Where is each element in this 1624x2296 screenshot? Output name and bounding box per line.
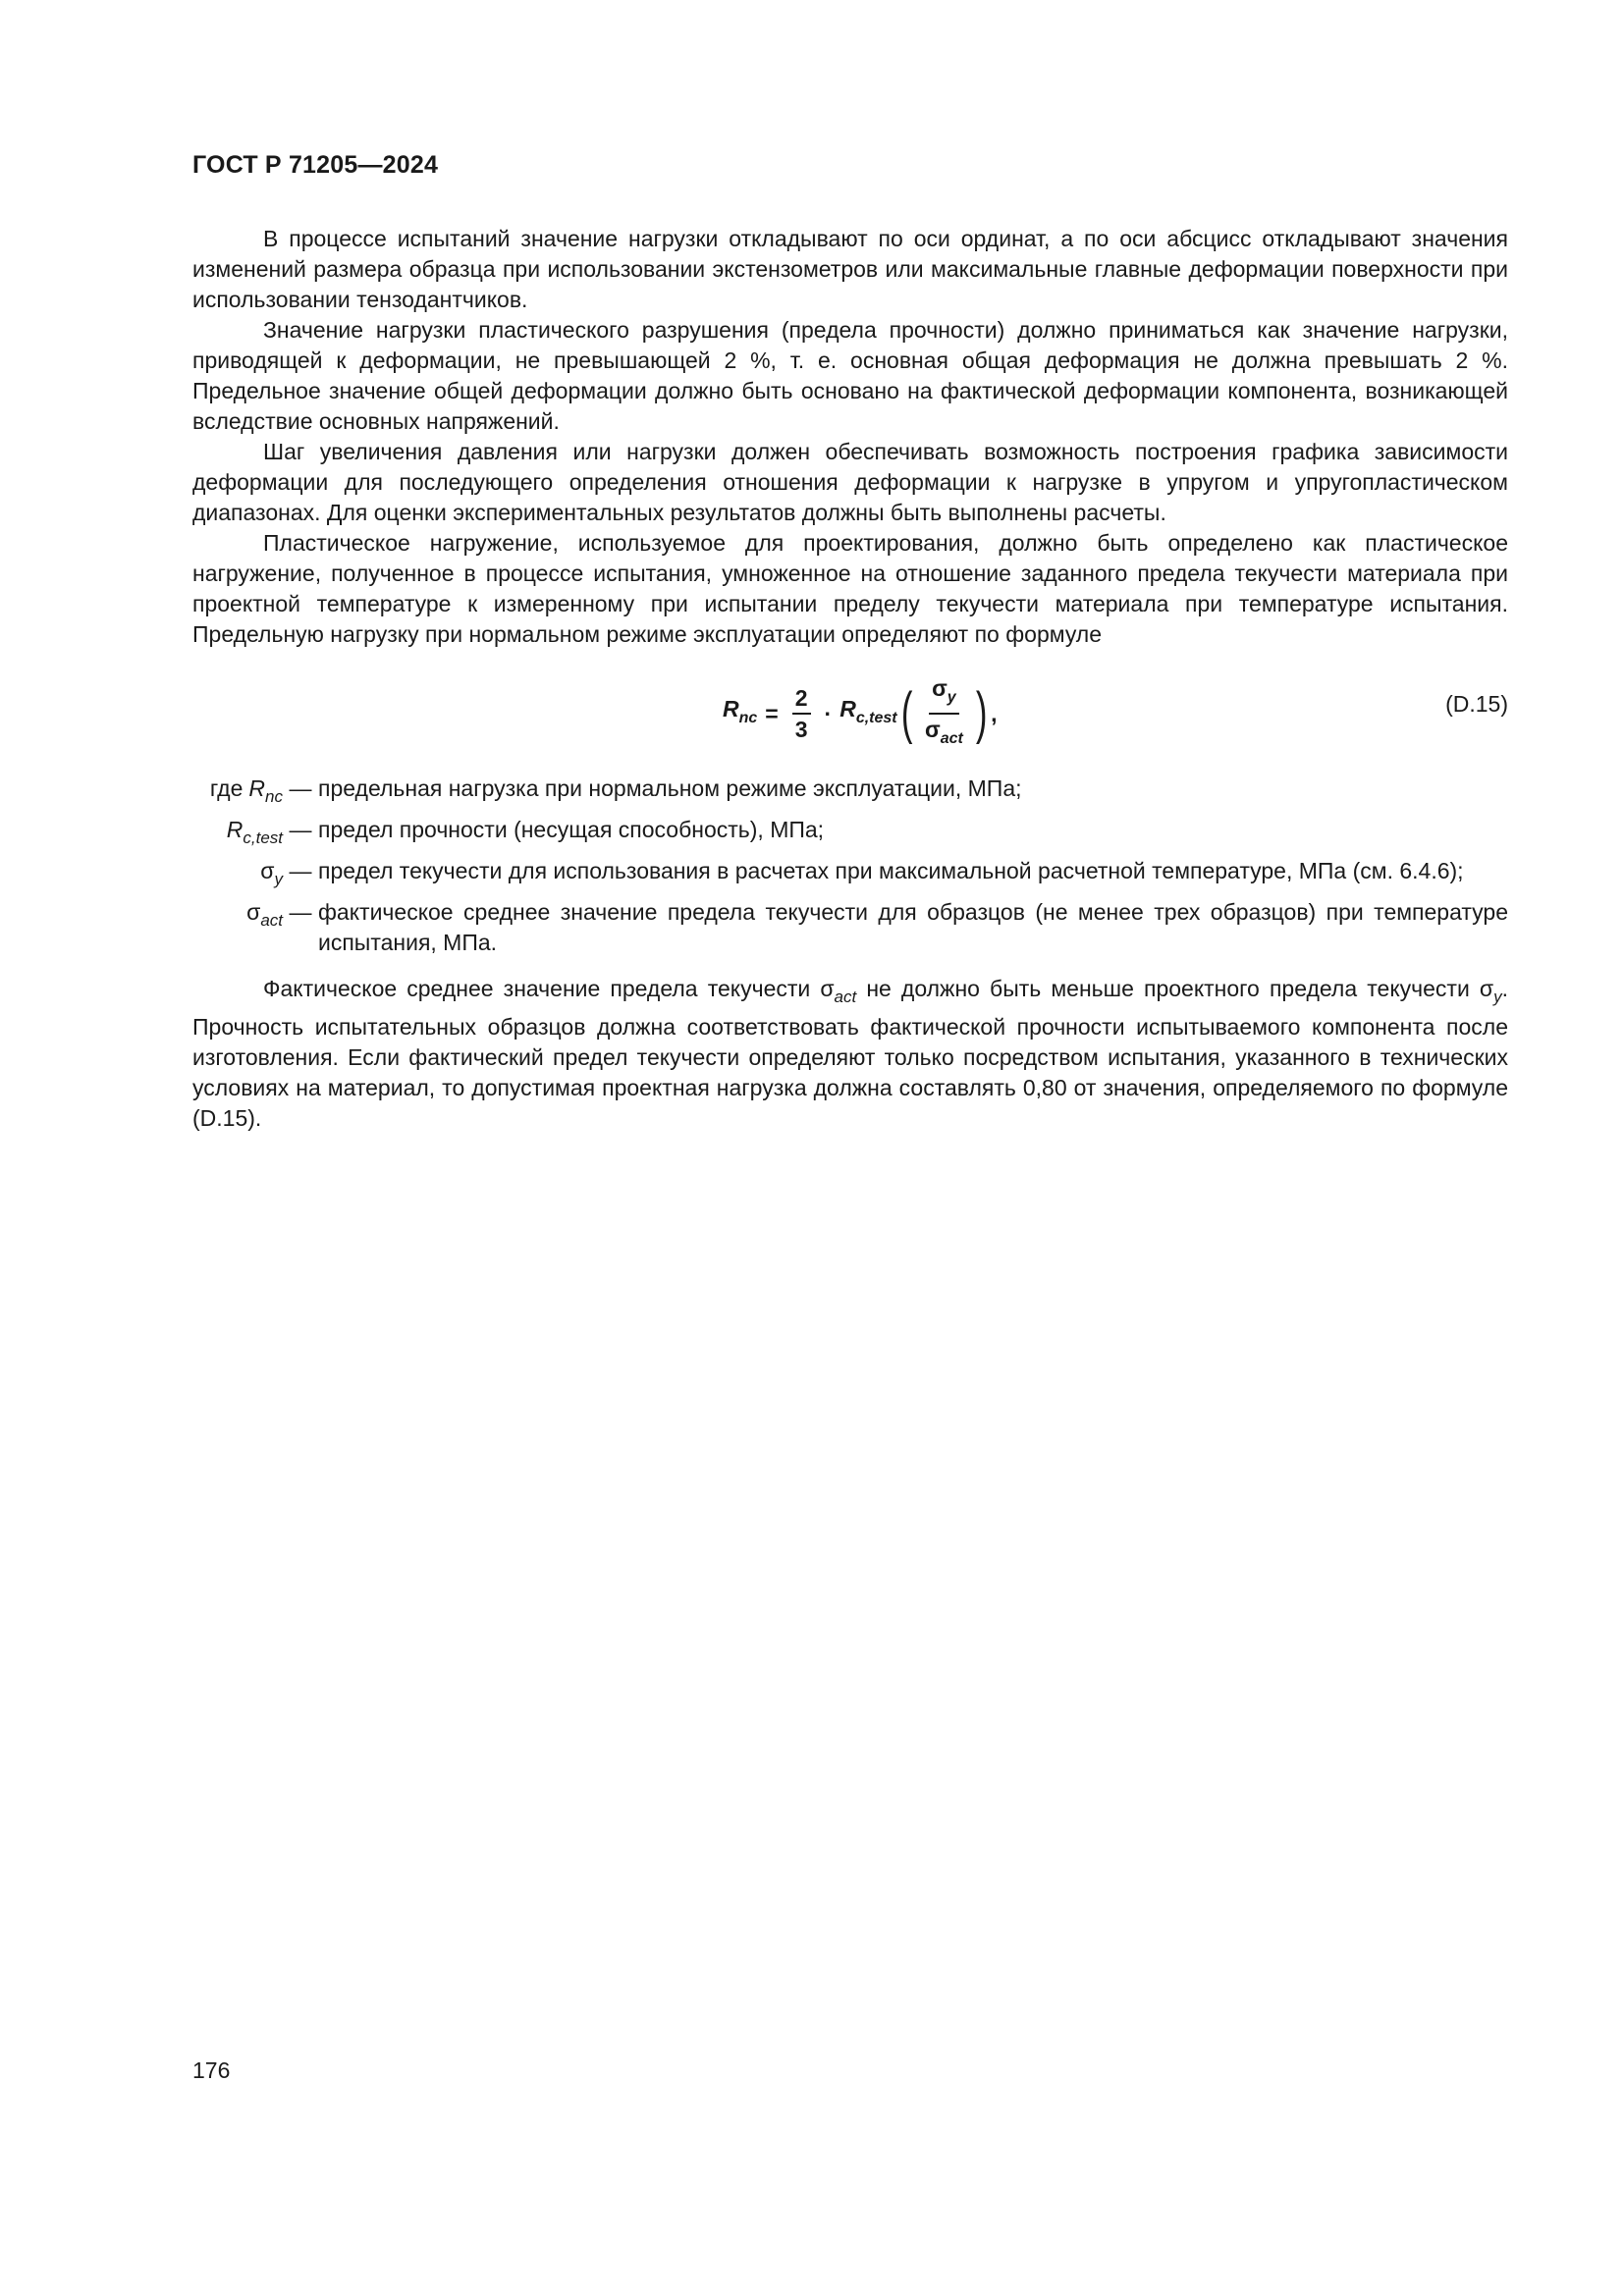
legend-description: предел текучести для использования в расчетах при максимальной расчетной температуре, МПа (см. 6.4.6); xyxy=(318,858,1464,883)
fraction-numerator: 2 xyxy=(792,685,811,715)
right-paren: ) xyxy=(975,681,988,745)
formula-d15 xyxy=(723,675,998,752)
legend-dash: — xyxy=(289,899,312,925)
legend-var-main: R xyxy=(226,817,244,842)
formula-equals: = xyxy=(765,700,779,726)
paragraph-4: Пластическое нагружение, используемое для проектирования, должно быть определено как пластическое нагружение, полученное в процессе испытания, умноженное на отношение заданного предела текучести материала при проектной температуре к измеренному при испытании пределу текучести материала при температуре испытания. Предельную нагрузку при нормальном режиме эксплуатации определяют по формуле xyxy=(192,530,1508,647)
formula-term-symbol: R xyxy=(839,696,856,721)
formula-lhs-subscript: nc xyxy=(738,710,758,726)
sigma-act-subscript: act xyxy=(940,730,963,747)
legend-symbol xyxy=(192,815,283,853)
legend-prefix: где xyxy=(209,775,244,801)
legend-var xyxy=(260,858,283,888)
legend-dash: — xyxy=(289,858,312,883)
paragraph-5 xyxy=(192,974,1508,1134)
sigma-y-subscript: y xyxy=(947,689,956,706)
paragraph-5-sub-act-wrap xyxy=(834,976,857,1006)
legend-symbol xyxy=(192,856,283,894)
legend-var-sub: act xyxy=(260,911,283,930)
formula-dot: · xyxy=(824,700,833,726)
legend-var-main: σ xyxy=(246,899,261,925)
body-text xyxy=(192,224,1508,1134)
paragraph-1: В процессе испытаний значение нагрузки откладывают по оси ординат, а по оси абсцисс откладывают значения изменений размера образца при использовании экстензометров или максимальные главные деформации поверхности при использовании тензодантчиков. xyxy=(192,226,1508,312)
legend-var-sub: c,test xyxy=(243,828,283,847)
paragraph-3: Шаг увеличения давления или нагрузки должен обеспечивать возможность построения графика зависимости деформации для последующего определения отношения деформации к нагрузке в упругом и упругопластическом диапазонах. Для оценки экспериментальных результатов должны быть выполнены расчеты. xyxy=(192,439,1508,525)
fraction-denominator: 3 xyxy=(794,717,808,742)
legend-var xyxy=(248,775,283,806)
document-code-header: ГОСТ Р 71205—2024 xyxy=(192,151,439,179)
legend-description: предел прочности (несущая способность), МПа; xyxy=(318,817,825,842)
legend-var-main: σ xyxy=(260,858,275,883)
legend-description: предельная нагрузка при нормальном режиме эксплуатации, МПа; xyxy=(318,775,1022,801)
legend-row xyxy=(192,856,1508,894)
paragraph-5-sub-y-wrap xyxy=(1493,976,1502,1006)
formula-lhs xyxy=(723,694,757,733)
fraction-two-thirds xyxy=(792,685,811,742)
paragraph-5-sub-y: y xyxy=(1493,988,1502,1006)
formula-term-subscript: c,test xyxy=(855,710,897,726)
paragraph-5-part-1: Фактическое среднее значение предела текучести σ xyxy=(263,976,835,1001)
legend-description: фактическое среднее значение предела текучести для образцов (не менее трех образцов) при температуре испытания, МПа. xyxy=(318,899,1508,955)
sigma-denominator xyxy=(922,715,966,752)
legend-row xyxy=(192,815,1508,853)
legend-var-sub: nc xyxy=(265,787,283,806)
legend-row xyxy=(192,897,1508,958)
legend-var xyxy=(226,817,283,847)
formula-term xyxy=(839,694,896,733)
formula-lhs-symbol: R xyxy=(723,696,739,721)
legend-var-main: R xyxy=(248,775,266,801)
formula-block xyxy=(192,667,1508,756)
left-paren: ( xyxy=(900,681,913,745)
fraction-sigma-ratio xyxy=(922,675,966,752)
paragraph-5-sub-act: act xyxy=(834,988,857,1006)
page-number: 176 xyxy=(192,2057,231,2083)
legend-var xyxy=(246,899,283,930)
symbol-legend xyxy=(192,774,1508,958)
sigma-y-symbol: σ xyxy=(932,675,947,701)
formula-trailing-comma: , xyxy=(991,700,998,726)
sigma-act-symbol: σ xyxy=(924,717,941,742)
paragraph-2: Значение нагрузки пластического разрушения (предела прочности) должно приниматься как значение нагрузки, приводящей к деформации, не превышающей 2 %, т. е. основная общая деформация не должна превышать 2 %. Предельное значение общей деформации должно быть основано на фактической деформации компонента, возникающей вследствие основных напряжений. xyxy=(192,317,1508,434)
legend-dash: — xyxy=(289,775,312,801)
paragraph-5-part-2: не должно быть меньше проектного предела текучести σ xyxy=(856,976,1494,1001)
sigma-numerator xyxy=(929,675,959,715)
legend-symbol xyxy=(192,774,283,812)
legend-symbol xyxy=(192,897,283,958)
legend-dash: — xyxy=(289,817,312,842)
formula-number: (D.15) xyxy=(1445,691,1508,717)
paragraph-5-part-3: . Прочность испытательных образцов должна соответствовать фактической прочности испытываемого компонента после изготовления. Если фактический предел текучести определяют только посредством испытания, указанного в технических условиях на материал, то допустимая проектная нагрузка должна составлять 0,80 от значения, определяемого по формуле (D.15). xyxy=(192,976,1508,1131)
legend-row xyxy=(192,774,1508,812)
legend-var-sub: y xyxy=(274,870,283,888)
